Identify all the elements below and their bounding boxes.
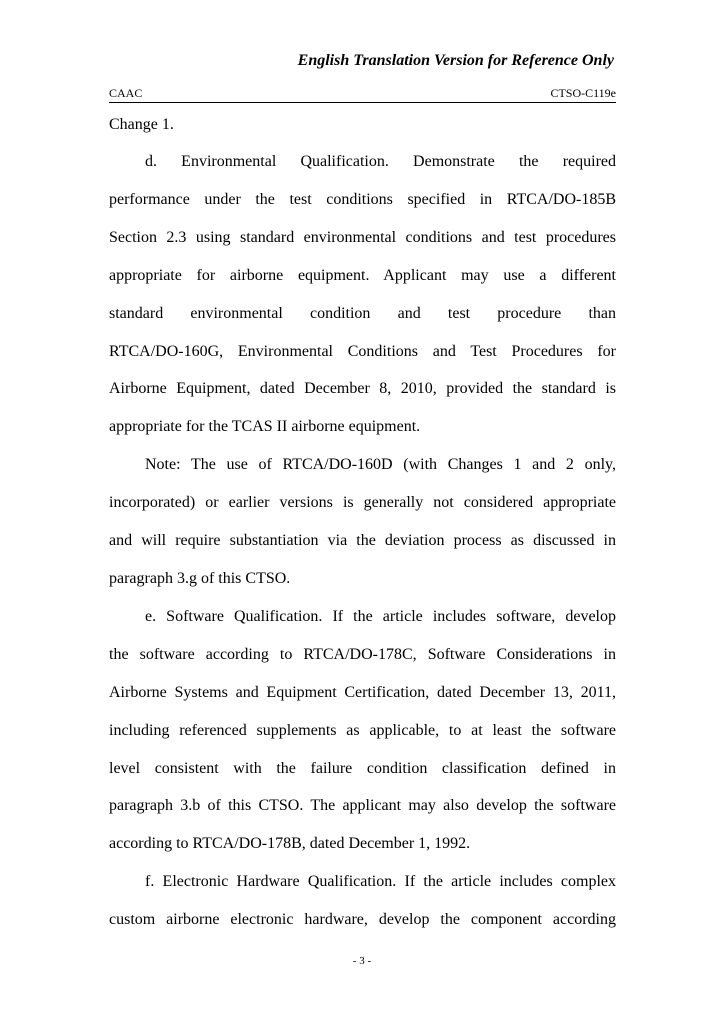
text-line: e. Software Qualification. If the article includes software, develop xyxy=(145,608,616,625)
header-agency: CAAC xyxy=(109,86,143,100)
text-line: according to RTCA/DO-178B, dated December 1, 1992. xyxy=(109,835,471,852)
text-line: Airborne Systems and Equipment Certification, dated December 13, 2011, xyxy=(109,684,616,701)
header-document-id: CTSO-C119e xyxy=(550,86,616,100)
text-line: and will require substantiation via the deviation process as discussed in xyxy=(109,532,616,549)
text-line: appropriate for the TCAS II airborne equipment. xyxy=(109,418,421,435)
text-line: Change 1. xyxy=(109,116,174,133)
text-line: performance under the test conditions specified in RTCA/DO-185B xyxy=(109,191,616,208)
text-line: incorporated) or earlier versions is generally not considered appropriate xyxy=(109,494,616,511)
text-line: RTCA/DO-160G, Environmental Conditions and Test Procedures for xyxy=(109,343,616,360)
text-line: Airborne Equipment, dated December 8, 2010, provided the standard is xyxy=(109,380,616,397)
text-line: standard environmental condition and test procedure than xyxy=(109,305,616,322)
text-line: Note: The use of RTCA/DO-160D (with Changes 1 and 2 only, xyxy=(145,456,616,473)
text-line: level consistent with the failure condition classification defined in xyxy=(109,760,616,777)
text-line: including referenced supplements as applicable, to at least the software xyxy=(109,722,616,739)
text-line: appropriate for airborne equipment. Applicant may use a different xyxy=(109,267,616,284)
page-number: - 3 - xyxy=(352,955,372,967)
text-line: the software according to RTCA/DO-178C, Software Considerations in xyxy=(109,646,616,663)
text-line: paragraph 3.b of this CTSO. The applicant may also develop the software xyxy=(109,797,616,814)
text-line: paragraph 3.g of this CTSO. xyxy=(109,570,291,587)
text-line: Section 2.3 using standard environmental conditions and test procedures xyxy=(109,229,616,246)
text-line: custom airborne electronic hardware, develop the component according xyxy=(109,911,616,928)
translation-banner: English Translation Version for Reference Only xyxy=(297,52,614,69)
text-line: f. Electronic Hardware Qualification. If the article includes complex xyxy=(145,873,616,890)
text-line: d. Environmental Qualification. Demonstrate the required xyxy=(145,153,616,170)
running-header xyxy=(109,86,616,103)
